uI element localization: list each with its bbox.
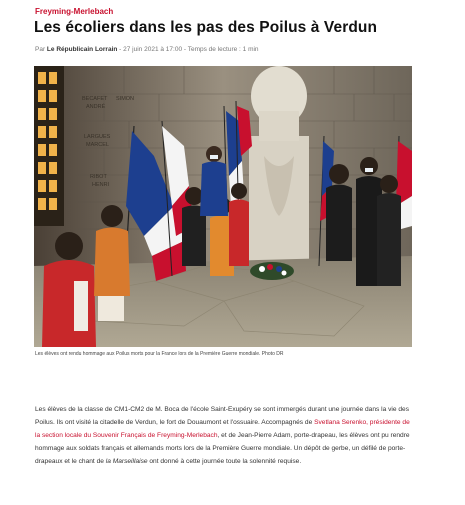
publish-date: 27 juin 2021 à 17:00 [123, 46, 183, 53]
engraved-name: ANDRÉ [86, 104, 106, 110]
byline-separator: - [117, 46, 124, 53]
body-emphasis: la Marseillaise [105, 458, 148, 465]
body-text-part: , et de Jean-Pierre Adam, porte-drapeau, les élèves ont pu rendre hommage aux soldats français et allemands morts lors de la Première Guerre mondiale. Un dépôt de gerbe, un défilé de porte-drapeaux et le chant de [35, 432, 410, 465]
reading-time: Temps de lecture : 1 min [187, 46, 259, 53]
body-text-part: Les élèves de la classe de CM1-CM2 de M. Boca de l'école Saint-Exupéry se sont immergés durant une journée dans la vie des Poilus. Ils ont visité la citadelle de Verdun, le fort de Douaumont et l'ossuaire. Accompagnés de [35, 406, 410, 426]
byline-separator: - [182, 46, 188, 53]
article-body [35, 403, 413, 468]
author-link[interactable]: Svetlana Serenko, présidente de la section locale du Souvenir Français de Freyming-Merlebach [35, 419, 410, 439]
engraved-name: BECAFET [82, 96, 108, 102]
article-title: Les écoliers dans les pas des Poilus à Verdun [34, 19, 378, 36]
byline-prefix: Par [35, 46, 47, 53]
article-byline [35, 46, 259, 53]
engraved-name: SIMON [116, 96, 135, 102]
engraved-name: LARGUES [84, 134, 111, 140]
body-text-part: ont donné à cette journée toute la solennité requise. [147, 458, 302, 465]
publisher-name[interactable]: Le Républicain Lorrain [46, 46, 118, 53]
engraved-name: MARCEL [86, 142, 109, 148]
photo-caption: Les élèves ont rendu hommage aux Poilus morts pour la France lors de la Première Guerre mondiale. Photo DR [35, 351, 284, 357]
photo-illustration [34, 66, 412, 347]
engraved-name: RIBOT [90, 174, 107, 180]
engraved-name: HENRI [92, 182, 110, 188]
section-label[interactable]: Freyming-Merlebach [35, 7, 114, 16]
article-photo [34, 66, 412, 347]
